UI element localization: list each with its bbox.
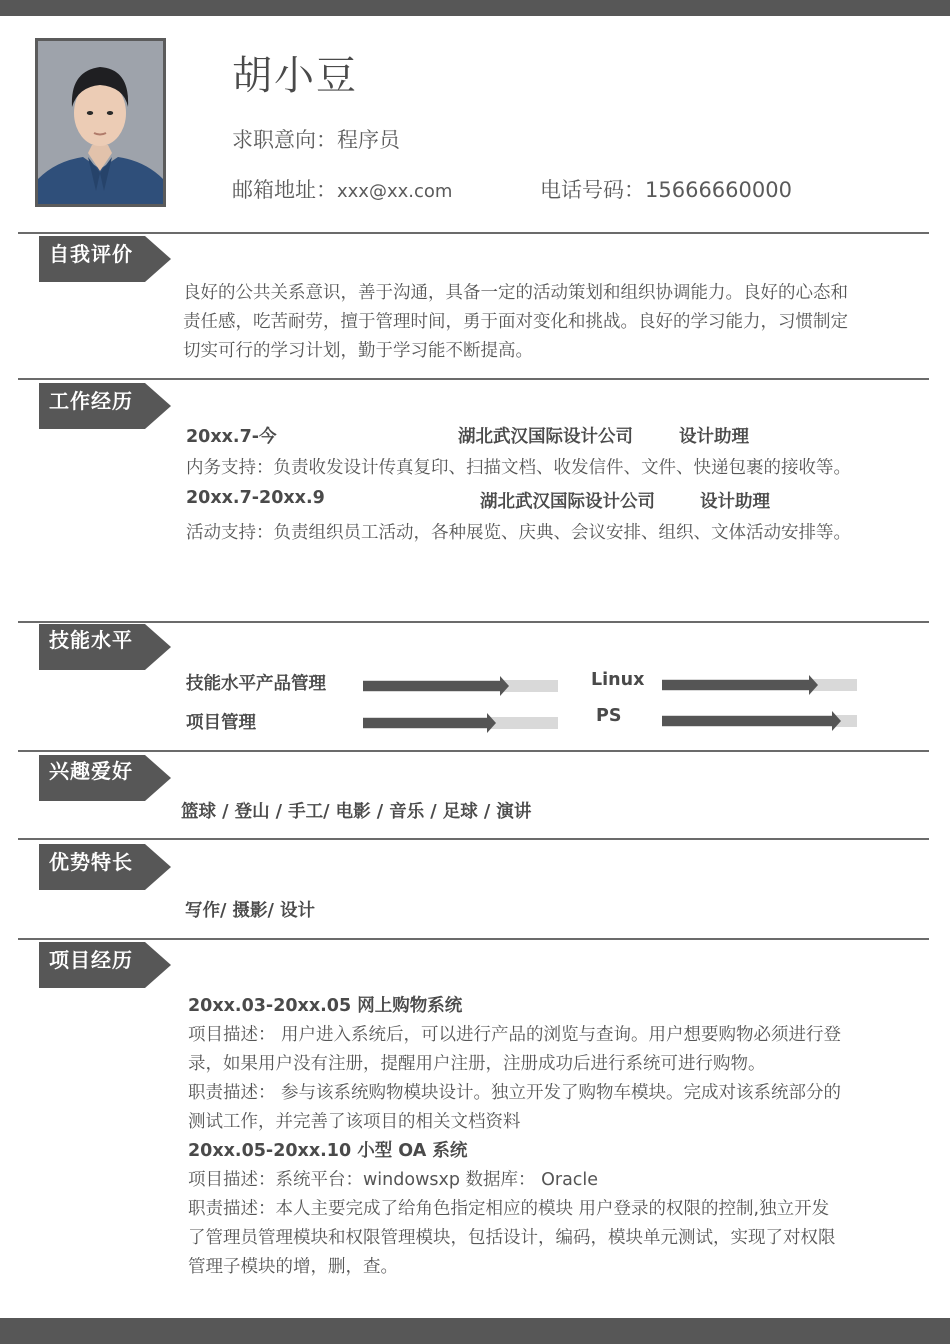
skill-bar-arrow [809,675,818,695]
work-date: 20xx.7-今 [186,427,277,447]
section-header-self-eval [39,236,171,278]
intent-label: 求职意向： [232,128,337,152]
skill-bar [363,717,558,729]
section-header-work [39,383,171,425]
project-line: 录，如果用户没有注册，提醒用户注册，注册成功后进行系统可进行购物。 [188,1054,766,1074]
strengths-text: 写作/ 摄影/ 设计 [185,901,315,921]
section-title-work: 工作经历 [49,389,133,413]
skill-bar-fill [363,718,488,728]
project-heading: 20xx.03-20xx.05 网上购物系统 [188,996,463,1016]
work-desc: 活动支持：负责组织员工活动，各种展览、庆典、会议安排、组织、文体活动安排等。 [186,523,851,543]
projects-body [188,992,918,1282]
divider-self-eval [18,232,929,234]
project-line: 了管理员管理模块和权限管理模块，包括设计，编码，模块单元测试，实现了对权限 [188,1228,836,1248]
divider-hobbies [18,750,929,752]
phone-label: 电话号码： [540,178,645,202]
job-intent [232,124,400,154]
self-eval-line: 良好的公共关系意识，善于沟通，具备一定的活动策划和组织协调能力。良好的心态和 [183,283,848,303]
top-bar [0,0,950,16]
skill-name: 技能水平产品管理 [186,674,326,694]
skill-name: Linux [591,670,645,690]
skill-bar [662,679,857,691]
skill-bar-fill [662,716,833,726]
divider-strengths [18,838,929,840]
section-title-skills: 技能水平 [49,628,133,652]
self-eval-line: 责任感，吃苦耐劳，擅于管理时间，勇于面对变化和挑战。良好的学习能力，习惯制定 [183,312,848,332]
email-label: 邮箱地址： [232,178,337,202]
section-header-skills [39,624,171,666]
divider-work [18,378,929,380]
project-line: 管理子模块的增，删，查。 [188,1257,398,1277]
skill-name: PS [596,706,622,726]
section-title-strengths: 优势特长 [49,850,133,874]
project-line: 职责描述：本人主要完成了给角色指定相应的模块 用户登录的权限的控制,独立开发 [188,1199,830,1219]
skill-bar-arrow [487,713,496,733]
self-eval-line: 切实可行的学习计划，勤于学习能不断提高。 [183,341,533,361]
email-value: xxx@xx.com [337,181,453,202]
divider-skills [18,621,929,623]
work-role: 设计助理 [679,427,749,447]
candidate-name: 胡小豆 [232,53,358,99]
project-line: 测试工作，并完善了该项目的相关文档资料 [188,1112,521,1132]
project-heading: 20xx.05-20xx.10 小型 OA 系统 [188,1141,468,1161]
project-line: 项目描述： 用户进入系统后，可以进行产品的浏览与查询。用户想要购物必须进行登 [188,1025,842,1045]
section-title-self-eval: 自我评价 [49,242,133,266]
section-header-strengths [39,844,171,886]
project-line: 项目描述：系统平台：windowsxp 数据库： Oracle [188,1170,599,1190]
portrait-image [38,41,163,204]
work-role: 设计助理 [700,492,770,512]
email-line [232,174,452,204]
phone-line [540,174,792,204]
work-company: 湖北武汉国际设计公司 [480,492,655,512]
profile-photo [35,38,166,207]
section-header-projects [39,942,171,984]
section-header-hobbies [39,755,171,797]
skill-bar [662,715,857,727]
section-title-projects: 项目经历 [49,948,133,972]
divider-projects [18,938,929,940]
skill-name: 项目管理 [186,713,256,733]
self-eval-text [183,279,923,366]
intent-value: 程序员 [337,128,400,152]
skill-bar-arrow [832,711,841,731]
project-line: 职责描述： 参与该系统购物模块设计。独立开发了购物车模块。完成对该系统部分的 [188,1083,842,1103]
hobbies-text: 篮球 / 登山 / 手工/ 电影 / 音乐 / 足球 / 演讲 [181,802,532,822]
bottom-bar [0,1318,950,1344]
skill-bar [363,680,558,692]
work-company: 湖北武汉国际设计公司 [458,427,633,447]
work-date: 20xx.7-20xx.9 [186,488,325,508]
skill-bar-fill [363,681,501,691]
phone-value: 15666660000 [645,178,792,202]
skill-bar-arrow [500,676,509,696]
work-desc: 内务支持：负责收发设计传真复印、扫描文档、收发信件、文件、快递包裹的接收等。 [186,458,851,478]
section-title-hobbies: 兴趣爱好 [49,759,133,783]
skill-bar-fill [662,680,810,690]
